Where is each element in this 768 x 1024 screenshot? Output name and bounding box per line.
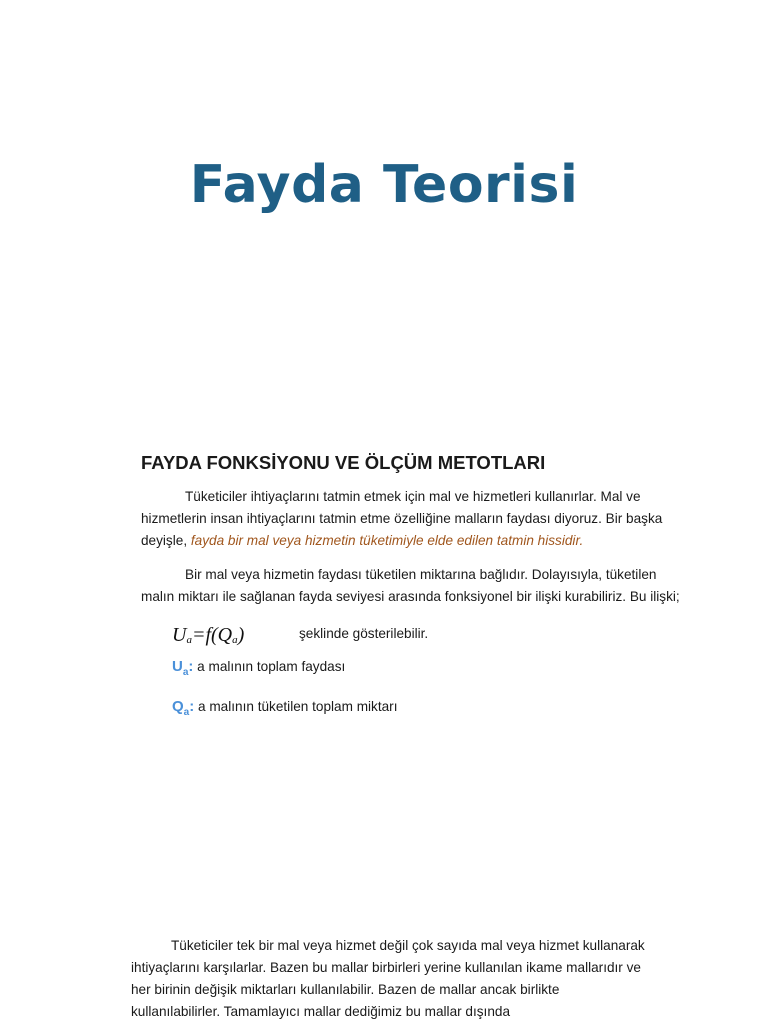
bottom-paragraph: Tüketiciler tek bir mal veya hizmet değil çok sayıda mal veya hizmet kullanarak ihtiyaçlarını karşılarlar. Bazen bu mallar birbirleri yerine kullanılan ikame mallarıdır ve her birinin değişik miktarları kullanılabilir. Bazen de mallar ancak birlikte kullanılabilirler. Tamamlayıcı mallar dediğimiz bu mallar dışında bbox=[131, 938, 645, 1019]
section-heading: FAYDA FONKSİYONU VE ÖLÇÜM METOTLARI bbox=[141, 452, 546, 473]
paragraph-definition bbox=[141, 486, 681, 552]
emphasized-definition: fayda bir mal veya hizmetin tüketimiyle elde edilen tatmin hissidir. bbox=[190, 533, 584, 548]
formula-note: şeklinde gösterilebilir. bbox=[299, 626, 429, 641]
definition-text: a malının toplam faydası bbox=[193, 659, 346, 674]
paragraph-text: Tüketiciler ihtiyaçlarını tatmin etmek için mal ve hizmetleri kullanırlar. Mal ve hizmetlerin insan ihtiyaçlarını tatmin etme özelliğine malların faydası diyoruz. Bir başka deyişle, bbox=[141, 489, 663, 548]
definition-utility bbox=[172, 656, 681, 684]
paragraph-relationship: Bir mal veya hizmetin faydası tüketilen miktarına bağlıdır. Dolayısıyla, tüketilen malın miktarı ile sağlanan fayda seviyesi arasında fonksiyonel bir ilişki kurabiliriz. Bu ilişki; bbox=[141, 567, 680, 604]
symbol-q: $Q_a$: bbox=[172, 698, 195, 718]
formula-row bbox=[172, 620, 681, 656]
definition-quantity bbox=[172, 696, 681, 724]
utility-formula: $U_a=f(Q_a)$ bbox=[172, 624, 245, 646]
page-title: Fayda Teorisi bbox=[189, 155, 579, 215]
content-section bbox=[141, 452, 681, 736]
symbol-u: $U_a$: bbox=[172, 658, 194, 678]
definition-text: a malının tüketilen toplam miktarı bbox=[194, 699, 398, 714]
